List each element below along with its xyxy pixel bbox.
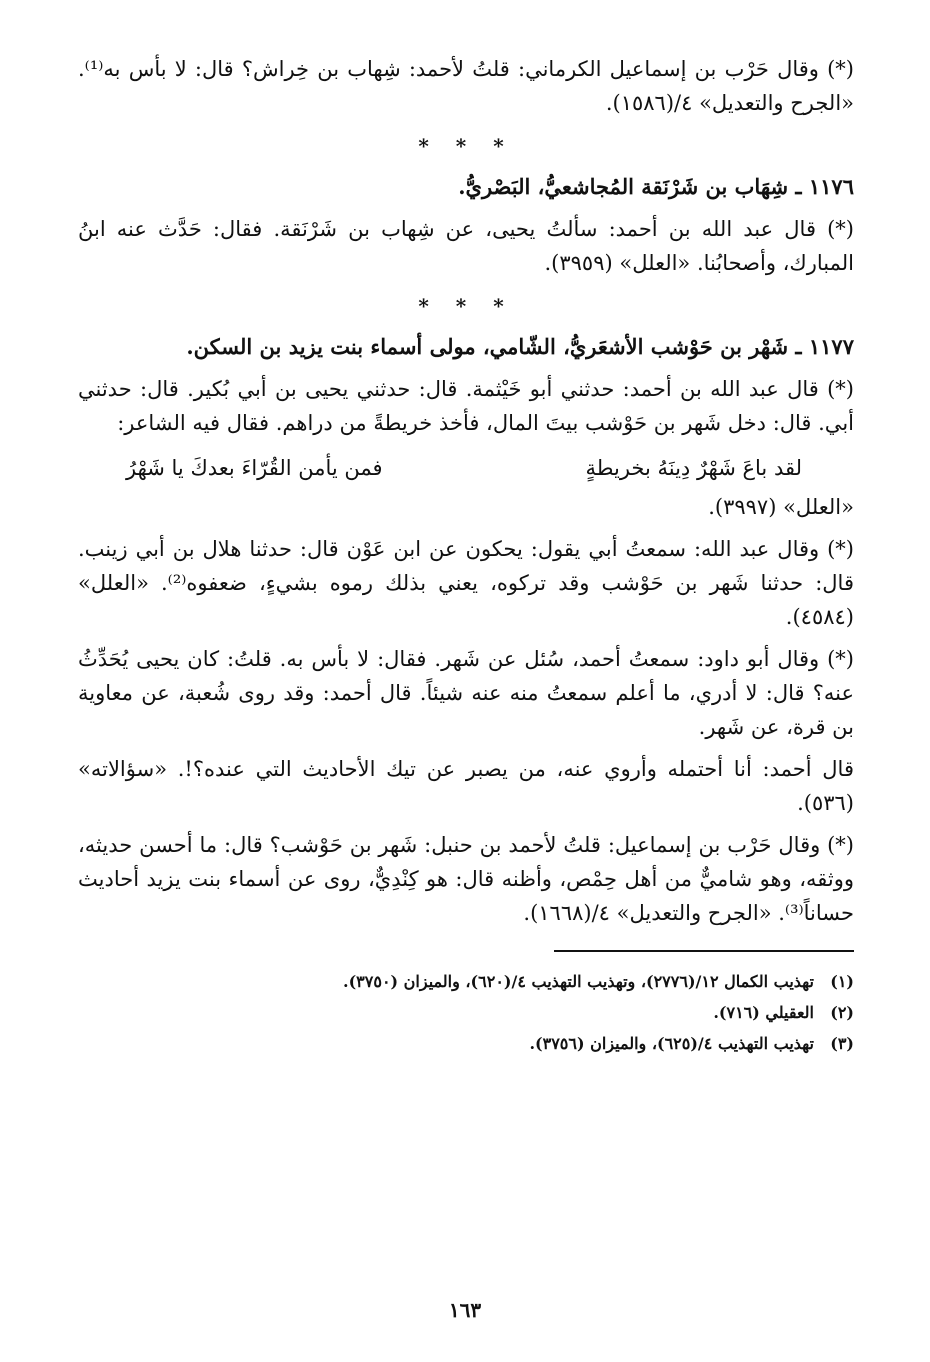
footnote-number: (٣) — [830, 1034, 854, 1053]
paragraph-harb-shihab-ibn-khirash: (*) وقال حَرْب بن إسماعيل الكرماني: قلتُ لأحمد: شِهاب بن خِراش؟ قال: لا بأس به⁽¹⁾. «الجرح والتعديل» ٤/(١٥٨٦). — [78, 57, 854, 115]
footnote-number: (٢) — [830, 1003, 854, 1022]
paragraph-abu-dawud: (*) وقال أبو داود: سمعتُ أحمد، سُئل عن شَهر. فقال: لا بأس به. قلتُ: كان يحيى يُحَدِّثُ عنه؟ قال: لا أدري، ما أعلم سمعتُ منه عنه شيئاً. قال أحمد: وقد روى شُعبة، عن معاوية بن قرة، عن شَهر. — [78, 647, 854, 739]
footnote-text: تهذيب التهذيب ٤/(٦٢٥)، والميزان (٣٧٥٦). — [529, 1034, 814, 1053]
paragraph-harb-shahr: (*) وقال حَرْب بن إسماعيل: قلتُ لأحمد بن حنبل: شَهر بن حَوْشب؟ قال: ما أحسن حديثه، ووثقه، وهو شاميٌّ من أهل حِمْص، وأظنه قال: هو كِنْدِيٌّ، روى عن أسماء بنت يزيد أحاديث حساناً⁽³⁾. «الجرح والتعديل» ٤/(١٦٦٨). — [78, 833, 854, 925]
footnote-number: (١) — [830, 972, 854, 991]
entry-heading-1177: ١١٧٧ ـ شَهْر بن حَوْشب الأشعَريُّ، الشّامي، مولى أسماء بنت يزيد بن السكن. — [186, 334, 854, 359]
page-body — [78, 52, 854, 1059]
footnote-rule — [554, 950, 854, 952]
section-separator: * * * — [418, 294, 514, 318]
paragraph-reference: «العلل» (٣٩٩٧). — [708, 495, 854, 519]
footnote — [78, 1028, 854, 1059]
paragraph-ahmad-comment: قال أحمد: أنا أحتمله وأروي عنه، من يصبر عن تيك الأحاديث التي عنده؟!. «سؤالاته» (٥٣٦). — [78, 757, 854, 815]
footnote — [78, 997, 854, 1028]
paragraph-abdullah-yahya: (*) قال عبد الله بن أحمد: سألتُ يحيى، عن شِهاب بن شَرْنَقة. فقال: حَدَّث عنه ابنُ المبارك، وأصحابُنا. «العلل» (٣٩٥٩). — [78, 217, 854, 275]
section-separator: * * * — [418, 134, 514, 158]
paragraph-khariita-story: (*) قال عبد الله بن أحمد: حدثني أبو خَيْثمة. قال: حدثني يحيى بن أبي بُكير. قال: حدثني أبي. قال: دخل شَهر بن حَوْشب بيتَ المال، فأخذ خريطةً من دراهم. فقال فيه الشاعر: — [78, 377, 854, 435]
entry-heading-1176: ١١٧٦ ـ شِهَاب بن شَرْنَقة المُجاشعيُّ، البَصْريُّ. — [458, 174, 854, 199]
poem-hemistich-second: فمن يأمن القُرّاءَ بعدكَ يا شَهْرُ — [126, 456, 383, 480]
paragraph-abdullah-ibn-awn: (*) وقال عبد الله: سمعتُ أبي يقول: يحكون عن ابن عَوْن قال: حدثنا هلال بن أبي زينب. قال: حدثنا شَهر بن حَوْشب وقد تركوه، يعني بذلك رموه بشيءٍ، ضعفوه⁽²⁾. «العلل» (٤٥٨٤). — [78, 537, 854, 629]
footnote-text: تهذيب الكمال ١٢/(٢٧٧٦)، وتهذيب التهذيب ٤/(٦٢٠)، والميزان (٣٧٥٠). — [343, 972, 814, 991]
footnote-text: العقيلي (٧١٦). — [713, 1003, 814, 1022]
poem-verse — [78, 448, 854, 488]
page-number: ١٦٣ — [448, 1298, 482, 1322]
poem-hemistich-first: لقد باعَ شَهْرٌ دِينَهُ بخريطةٍ — [585, 456, 802, 480]
footnote — [78, 966, 854, 997]
